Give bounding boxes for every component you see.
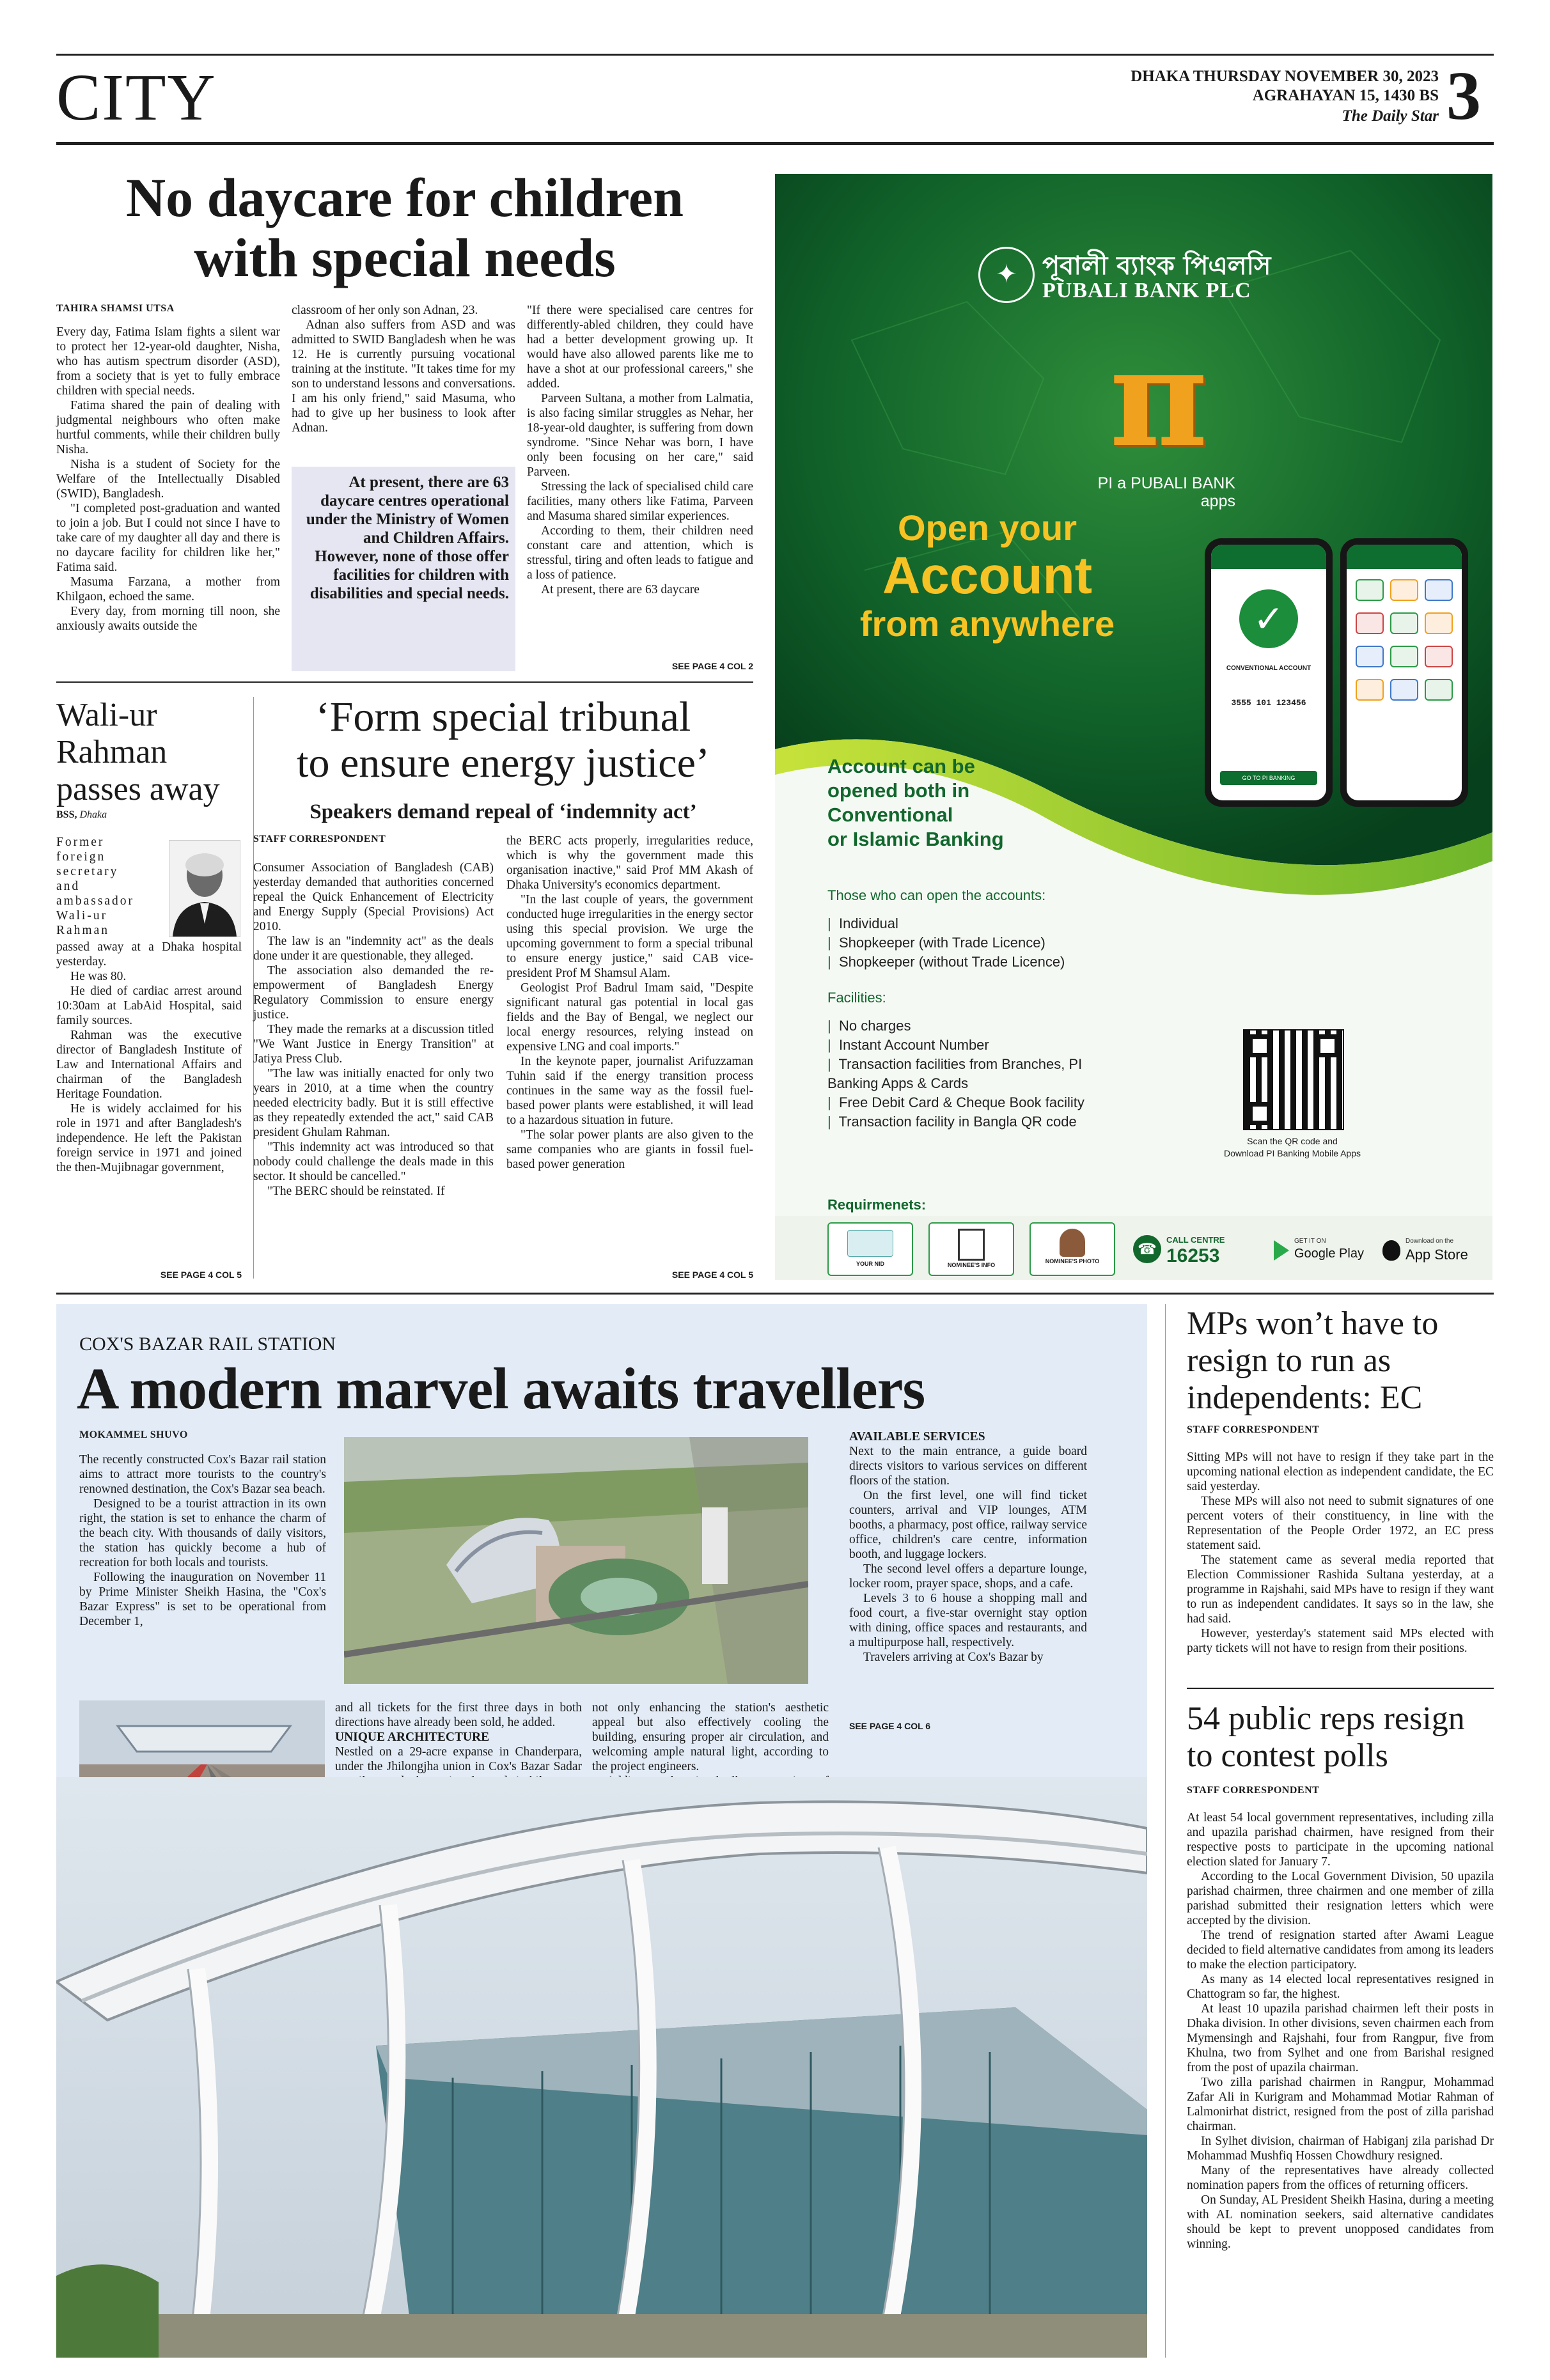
app-tile-icon[interactable]: [1390, 646, 1418, 667]
ad-banking-types: [827, 754, 1004, 852]
paragraph: The recently constructed Cox's Bazar rail station aims to attract more tourists to the country's renowned destination, the Cox's Bazar sea beach.: [79, 1453, 326, 1496]
lead-line: Former: [56, 836, 105, 849]
paragraph: At least 54 local government representatives, including zilla and upazila parishad chairmen, have resigned from their respective posts to participate in the upcoming national election slated for January 7.: [1187, 1811, 1494, 1869]
daycare-byline: TAHIRA SHAMSI UTSA: [56, 303, 175, 314]
rail-headline: A modern marvel awaits travellers: [77, 1356, 925, 1421]
paragraph: In Sylhet division, chairman of Habiganj zila parishad Dr Mohammad Mushfiq Hossen Chowdhury resigned.: [1187, 2135, 1494, 2163]
app-tile-icon[interactable]: [1425, 679, 1453, 701]
requirement-label: NOMINEE'S PHOTO: [1045, 1258, 1100, 1264]
paragraph: At least 10 upazila parishad chairmen left their posts in Dhaka division. In other divisions, seven chairmen each from Mymensingh and Rajshahi, four from Rangpur, five from Khulna, two from Sylhet and one from Barishal resigned from the post of upazila chairman.: [1187, 2002, 1494, 2074]
obituary-portrait: [169, 840, 240, 937]
obituary-body: [56, 940, 242, 1175]
ad-who-title: Those who can open the accounts:: [827, 887, 1046, 903]
paragraph: Nisha is a student of Society for the Welfare of the Intellectually Disabled (SWID), Bangladesh.: [56, 458, 280, 501]
app-tile-icon[interactable]: [1356, 679, 1384, 701]
daycare-col1: [56, 325, 280, 634]
paragraph: Two zilla parishad chairmen in Rangpur, Mohammad Zafar Ali in Kurigram and Mohammad Motiar Rahman of Lalmonirhat district, resigned from the post of zilla parishad chairman.: [1187, 2076, 1494, 2133]
lead-line: Wali-ur: [56, 909, 108, 922]
document-icon: [958, 1229, 985, 1261]
banking-line: Conventional: [827, 804, 953, 826]
paragraph: The association also demanded the re-empowerment of Bangladesh Energy Regulatory Commission to ensure energy justice.: [253, 964, 494, 1022]
requirement-nid: [827, 1222, 913, 1276]
paragraph: Adnan also suffers from ASD and was admitted to SWID Bangladesh when he was 12. He is currently pursuing vocational training at the institute. "It takes time for my son to understand lessons and conversations. I am his only friend," said Masuma, who had to give up her business to look after Adnan.: [292, 318, 515, 435]
tribunal-byline: STAFF CORRESPONDENT: [253, 834, 386, 844]
apple-icon: [1382, 1240, 1400, 1261]
paragraph: Levels 3 to 6 house a shopping mall and food court, a five-star overnight stay option with dining, office spaces and restaurants, and a multipurpose hall, respectively.: [849, 1592, 1087, 1649]
app-tile-icon[interactable]: [1425, 612, 1453, 634]
pi-tagline-line1: PI a PUBALI BANK: [1097, 474, 1235, 492]
paragraph: Travelers arriving at Cox's Bazar by: [863, 1651, 1044, 1664]
paragraph: On the first level, one will find ticket counters, arrival and VIP lounges, ATM booths, a pharmacy, post office, railway service office, children's care centre, information booth, and luggage lockers.: [849, 1489, 1087, 1561]
banking-line: or Islamic Banking: [827, 828, 1004, 850]
reps-headline-line2: to contest polls: [1187, 1738, 1388, 1774]
station-facade-photo: [56, 1777, 1147, 2358]
qr-code[interactable]: [1243, 1029, 1344, 1130]
section-title: CITY: [56, 61, 217, 134]
app-tile-icon[interactable]: [1425, 579, 1453, 601]
paragraph: passed away at a Dhaka hospital yesterday.: [56, 940, 242, 968]
pi-app-symbol: π: [1109, 319, 1208, 477]
qr-caption-line1: Scan the QR code and: [1247, 1136, 1338, 1146]
obituary-headline: [56, 697, 242, 808]
rail-col4: [849, 1429, 1087, 1665]
page-number: 3: [1446, 58, 1481, 134]
phone-mockup-right: [1340, 538, 1468, 807]
paragraph: Stressing the lack of specialised child care facilities, many others like Fatima, Parveen and Masuma shared similar experiences.: [527, 480, 753, 523]
phone-mockup-left: [1205, 538, 1333, 807]
lead-line: and: [56, 880, 81, 893]
tribunal-headline-line2: to ensure energy justice’: [297, 740, 710, 786]
paragraph: Every day, Fatima Islam fights a silent war to protect her 12-year-old daughter, Nisha, who has autism spectrum disorder (ASD), from a society that is yet to fully embrace children with special needs.: [56, 325, 280, 398]
ad-headline: [827, 508, 1147, 644]
mps-headline-line2: resign to run as: [1187, 1342, 1391, 1379]
list-item: | Shopkeeper (without Trade Licence): [827, 954, 1065, 970]
list-item: | Transaction facilities from Branches, PI Banking Apps & Cards: [827, 1056, 1083, 1091]
google-play-badge[interactable]: [1274, 1235, 1370, 1266]
tribunal-headline: [253, 694, 753, 786]
bangla-date: AGRAHAYAN 15, 1430 BS: [1252, 87, 1439, 104]
paragraph: The statement came as several media reported that Election Commissioner Rashida Sultana yesterday, at a programme in Rajshahi, said MPs have to resign if they want to run as independent candidates. It says so in the law, she had said.: [1187, 1553, 1494, 1626]
paragraph: and all tickets for the first three days in both directions have already been sold, he added.: [335, 1701, 582, 1729]
requirement-label: NOMINEE'S INFO: [947, 1262, 996, 1268]
mps-headline-line3: independents: EC: [1187, 1380, 1423, 1416]
app-tile-icon[interactable]: [1425, 646, 1453, 667]
obituary-jump: SEE PAGE 4 COL 5: [160, 1270, 242, 1280]
phone-go-button[interactable]: GO TO PI BANKING: [1220, 771, 1317, 785]
tribunal-subhead: Speakers demand repeal of ‘indemnity act’: [309, 800, 697, 823]
daycare-headline-line2: with special needs: [194, 227, 616, 288]
call-centre-label: CALL CENTRE: [1166, 1235, 1225, 1245]
pi-tagline: [1050, 474, 1235, 510]
paragraph: "The BERC should be reinstated. If: [267, 1185, 445, 1198]
reps-byline: STAFF CORRESPONDENT: [1187, 1785, 1320, 1796]
daycare-headline: [56, 167, 753, 288]
paragraph: According to the Local Government Division, 50 upazila parishad chairmen, three chairmen and one member of zilla parishad submitted their resignation letters which were accepted by the division.: [1187, 1870, 1494, 1927]
tribunal-headline-line1: ‘Form special tribunal: [315, 694, 691, 740]
phone-account-number: 3555 101 123456: [1231, 698, 1306, 708]
daycare-headline-line1: No daycare for children: [126, 167, 684, 228]
paragraph: The second level offers a departure lounge, locker room, prayer space, shops, and a cafe.: [849, 1562, 1087, 1591]
ad-headline-line1: Open your: [897, 508, 1077, 548]
lead-line: Rahman: [56, 924, 109, 937]
paragraph: "In the last couple of years, the government conducted huge irregularities in the energy sector using this special provision. We urge the upcoming government to form a special tribunal to ensure energy justice," said CAB vice-president Prof M Shamsul Alam.: [506, 893, 753, 980]
banking-line: Account can be: [827, 755, 975, 777]
paragraph: In the keynote paper, journalist Arifuzzaman Tuhin said if the energy transition process continues in the same way as the fossil fuel-based power plants were established, it will lead to a hazardous situation in future.: [506, 1055, 753, 1127]
paragraph: Sitting MPs will not have to resign if they take part in the upcoming national election as independent candidate, the EC said yesterday.: [1187, 1451, 1494, 1493]
person-icon: [1060, 1229, 1085, 1257]
obituary-place: Dhaka: [79, 809, 107, 820]
google-play-icon: [1274, 1240, 1289, 1261]
list-item: | Individual: [827, 915, 898, 931]
reps-headline: [1187, 1700, 1494, 1775]
list-item: | Transaction facility in Bangla QR code: [827, 1114, 1077, 1130]
top-rule: [56, 54, 1494, 56]
obituary-headline-line1: Wali-ur: [56, 697, 157, 733]
list-item: | Instant Account Number: [827, 1037, 989, 1053]
list-item: | Shopkeeper (with Trade Licence): [827, 935, 1045, 951]
ad-headline-line2: Account: [882, 547, 1092, 605]
mps-byline: STAFF CORRESPONDENT: [1187, 1424, 1320, 1435]
rail-byline: MOKAMMEL SHUVO: [79, 1429, 188, 1440]
paragraph: Parveen Sultana, a mother from Lalmatia, is also facing similar struggles as Nehar, her 18-year-old daughter, is suffering from down syndrome. "Since Nehar was born, I have only been focusing on her care," said Parveen.: [527, 392, 753, 479]
paragraph: Designed to be a tourist attraction in its own right, the station is set to enhance the charm of the beach city. With thousands of daily visitors, the station has quickly become a hub of recreation for both locals and tourists.: [79, 1497, 326, 1569]
google-play-name: Google Play: [1294, 1247, 1364, 1261]
paragraph: Masuma Farzana, a mother from Khilgaon, echoed the same.: [56, 575, 280, 603]
requirement-nominee-photo: [1029, 1222, 1115, 1276]
obituary-lead: [56, 835, 165, 938]
lead-line: secretary: [56, 865, 119, 878]
app-store-name: App Store: [1405, 1247, 1468, 1263]
aerial-station-photo: [344, 1437, 808, 1684]
ad-headline-line3: from anywhere: [859, 603, 1115, 644]
app-tile-icon[interactable]: [1356, 579, 1384, 601]
paragraph: At present, there are 63 daycare: [541, 583, 700, 596]
phone-icon: ☎: [1133, 1235, 1161, 1263]
ad-bangla-name: পূবালী ব্যাংক পিএলসি: [1042, 251, 1271, 281]
paragraph: not only enhancing the station's aesthetic appeal but also effectively cooling the building, ensuring proper air circulation, and welcoming ample natural light, according to the project engineers.: [592, 1701, 829, 1773]
requirement-label: YOUR NID: [856, 1261, 884, 1267]
app-tile-icon[interactable]: [1390, 579, 1418, 601]
paragraph: However, yesterday's statement said MPs elected with party tickets will not have to resign from their positions.: [1187, 1627, 1494, 1655]
obituary-headline-line2: Rahman: [56, 734, 168, 770]
ad-who-list: [827, 914, 1065, 972]
obituary-agency: BSS,: [56, 809, 77, 820]
pi-tagline-line2: apps: [1200, 492, 1235, 510]
paragraph: The trend of resignation started after Awami League decided to field alternative candidates from among its leaders to make the election participatory.: [1187, 1929, 1494, 1972]
app-tile-icon[interactable]: [1356, 612, 1384, 634]
paragraph: Following the inauguration on November 11 by Prime Minister Sheikh Hasina, the "Cox's Bazar Express" is set to be operational from December 1,: [79, 1571, 326, 1628]
daycare-jump: SEE PAGE 4 COL 2: [671, 661, 753, 671]
subhead-services: AVAILABLE SERVICES: [849, 1430, 985, 1443]
lead-line: foreign: [56, 850, 106, 864]
reps-headline-line1: 54 public reps resign: [1187, 1700, 1465, 1737]
obituary-headline-line3: passes away: [56, 771, 220, 807]
subhead-architecture: UNIQUE ARCHITECTURE: [335, 1731, 490, 1744]
call-centre-number[interactable]: 16253: [1166, 1245, 1220, 1266]
daycare-pullquote: At present, there are 63 daycare centres operational under the Ministry of Women and Children Affairs. However, none of those offer facilities for children with disabilities and special needs.: [292, 467, 515, 671]
mps-headline: [1187, 1305, 1494, 1417]
ad-facilities-list: [827, 1016, 1122, 1132]
paragraph: Rahman was the executive director of Bangladesh Institute of Law and International Affairs and chairman of the Bangladesh Heritage Foundation.: [56, 1029, 242, 1101]
obituary-byline: [56, 809, 107, 821]
paragraph: "This indemnity act was introduced so that nobody could challenge the deals made in this sector. It should be cancelled.": [253, 1140, 494, 1183]
daycare-col2: [292, 303, 515, 435]
app-tile-icon[interactable]: [1390, 612, 1418, 634]
paragraph: "The law was initially enacted for only two years in 2010, at a time when the country needed electricity badly. But it is still effective as they repeatedly extended the act," said CAB president Ghulam Rahman.: [253, 1067, 494, 1139]
paragraph: Nestled on a 29-acre expanse in Chanderpara, under the Jhilongjha union in Cox's Bazar Sadar: [335, 1745, 582, 1773]
paragraph: The law is an "indemnity act" as the deals done under it are questionable, they alleged.: [253, 935, 494, 963]
app-tile-icon[interactable]: [1356, 646, 1384, 667]
rail-kicker: COX'S BAZAR RAIL STATION: [79, 1334, 336, 1355]
daycare-col3: [527, 303, 753, 597]
google-play-small: GET IT ON: [1294, 1238, 1326, 1245]
date-line: DHAKA THURSDAY NOVEMBER 30, 2023: [1131, 68, 1439, 85]
pubali-logo-icon: ✦: [978, 247, 1035, 303]
check-icon: ✓: [1239, 589, 1298, 648]
ad-requirements-title: Requirmenets:: [827, 1197, 927, 1213]
paragraph: On Sunday, AL President Sheikh Hasina, during a meeting with AL nomination seekers, said alternative candidates should be kept to prevent unopposed candidates from winning.: [1187, 2193, 1494, 2251]
banking-line: opened both in: [827, 779, 970, 802]
tribunal-jump: SEE PAGE 4 COL 5: [671, 1270, 753, 1280]
qr-caption-line2: Download PI Banking Mobile Apps: [1223, 1148, 1361, 1158]
paragraph: "If there were specialised care centres for differently-abled children, they could have had a better development growing up. It would have also allowed parents like me to have a shot at our professional careers," she added.: [527, 304, 753, 391]
requirement-nominee-info: [928, 1222, 1014, 1276]
paragraph: These MPs will also not need to submit signatures of one percent voters of their constituency, in line with the Representation of the People Order 1972, an EC press statement said.: [1187, 1495, 1494, 1552]
phone-account-label: CONVENTIONAL ACCOUNT: [1226, 665, 1311, 672]
paragraph: He died of cardiac arrest around 10:30am at LabAid Hospital, said family sources.: [56, 984, 242, 1027]
mps-headline-line1: MPs won’t have to: [1187, 1305, 1439, 1342]
tribunal-col1: [253, 860, 494, 1199]
paragraph: They made the remarks at a discussion titled "We Want Justice in Energy Transition" at Jatiya Press Club.: [253, 1023, 494, 1066]
ad-facilities-title: Facilities:: [827, 990, 886, 1006]
pubali-bank-ad: [775, 174, 1492, 1280]
rail-jump: SEE PAGE 4 COL 6: [849, 1721, 931, 1731]
mps-body: [1187, 1450, 1494, 1656]
paragraph: He is widely acclaimed for his role in 1971 and after Bangladesh's independence. He left the Pakistan foreign service in 1971 and joined the then-Mujibnagar government,: [56, 1102, 242, 1174]
reps-body: [1187, 1810, 1494, 2252]
section-rule: [56, 1293, 1494, 1295]
paper-name: The Daily Star: [1342, 107, 1439, 125]
paragraph: classroom of her only son Adnan, 23.: [292, 304, 478, 317]
paragraph: Fatima shared the pain of dealing with judgmental neighbours who often make hurtful comments, while their children bully Nisha.: [56, 399, 280, 456]
paragraph: Many of the representatives have already collected nomination papers from the offices of returning officers.: [1187, 2164, 1494, 2192]
paragraph: "I completed post-graduation and wanted to join a job. But I could not since I have to take care of my daughter all day and there is no daycare facility for children like her," Fatima said.: [56, 502, 280, 574]
paragraph: He was 80.: [70, 970, 127, 983]
divider: [56, 681, 753, 683]
ad-bank-name: PUBALI BANK PLC: [1042, 279, 1251, 302]
list-item: | Free Debit Card & Cheque Book facility: [827, 1094, 1084, 1110]
app-store-badge[interactable]: [1382, 1235, 1485, 1266]
list-item: | No charges: [827, 1018, 911, 1034]
paragraph: Geologist Prof Badrul Imam said, "Despite significant natural gas potential in local gas fields and the Bay of Bengal, we neglect our local energy resources, relying instead on expensive LNG and coal imports.": [506, 981, 753, 1054]
id-card-icon: [847, 1230, 893, 1257]
paragraph: Consumer Association of Bangladesh (CAB) yesterday demanded that authorities concerned repeal the Quick Enhancement of Electricity and Energy Supply (Special Provisions) Act 2010.: [253, 861, 494, 933]
lead-line: ambassador: [56, 894, 135, 908]
paragraph: Next to the main entrance, a guide board directs visitors to various services on different floors of the station.: [849, 1445, 1087, 1488]
app-store-small: Download on the: [1405, 1238, 1454, 1245]
paragraph: the BERC acts properly, irregularities reduce, which is why the government made this organisation inactive," said Prof MM Akash of Dhaka University's economics department.: [506, 834, 753, 892]
masthead-rule: [56, 142, 1494, 145]
column-rule: [1165, 1304, 1166, 2358]
divider: [1187, 1688, 1494, 1689]
paragraph: As many as 14 elected local representatives resigned in Chattogram so far, the highest.: [1187, 1973, 1494, 2001]
tribunal-col2: [506, 834, 753, 1172]
app-tile-icon[interactable]: [1390, 679, 1418, 701]
rail-col1: [79, 1452, 326, 1629]
paragraph: Every day, from morning till noon, she anxiously awaits outside the: [56, 605, 280, 633]
paragraph: "The solar power plants are also given to the same companies who are giants in fossil fuel-based power generation: [506, 1128, 753, 1171]
paragraph: According to them, their children need constant care and attention, which is stressful, tiring and often leads to fatigue and a loss of patience.: [527, 524, 753, 582]
qr-caption: [1179, 1135, 1405, 1160]
